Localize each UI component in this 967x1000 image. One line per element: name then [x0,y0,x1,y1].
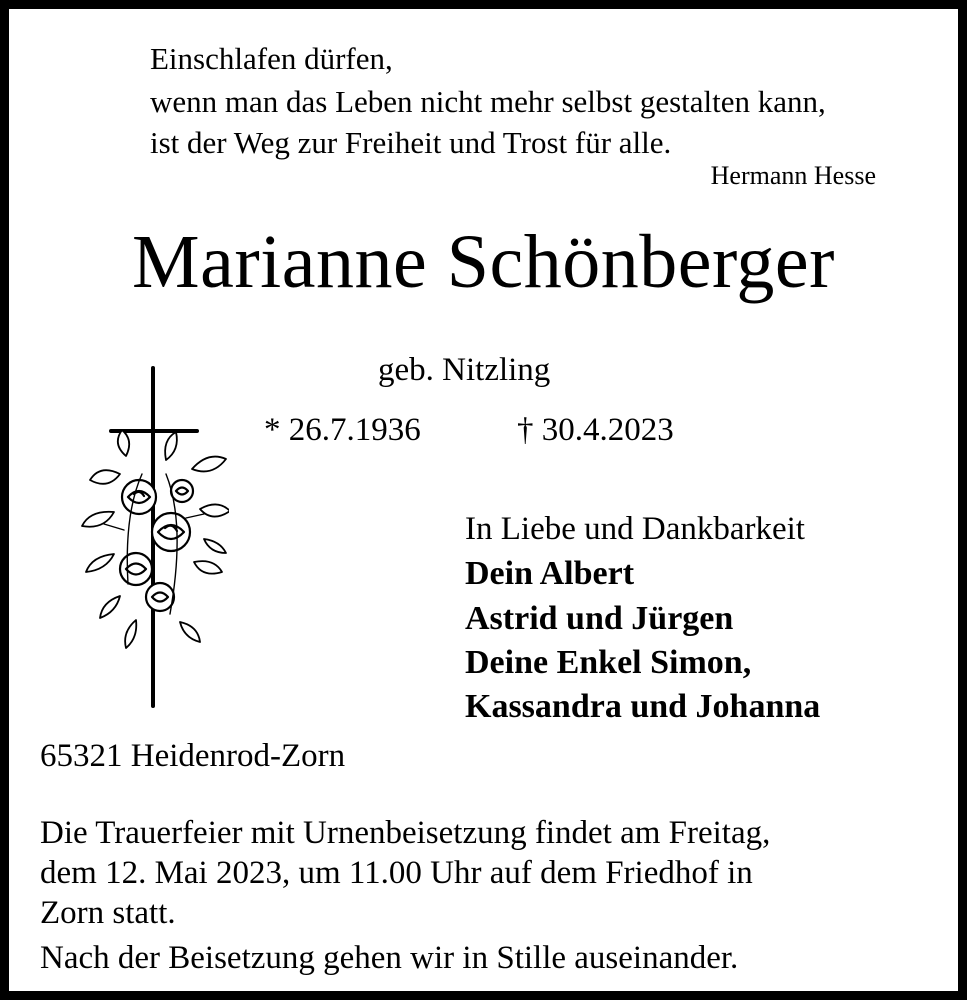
quote-line-1: Einschlafen dürfen, [150,41,393,76]
mourner-line-1: Dein Albert [465,555,635,592]
announcement-line-4: Nach der Beisetzung gehen wir in Stille auseinander. [40,940,739,976]
mourner-line-3: Deine Enkel Simon, [465,644,752,681]
quote-line-2: wenn man das Leben nicht mehr selbst gestalten kann, [150,84,826,119]
announcement-line-3: Zorn statt. [40,895,176,931]
location: 65321 Heidenrod-Zorn [40,738,346,774]
quote-author: Hermann Hesse [710,161,876,190]
birth-name: geb. Nitzling [378,352,551,388]
mourner-line-2: Astrid und Jürgen [465,600,734,637]
announcement-line-2: dem 12. Mai 2023, um 11.00 Uhr auf dem Friedhof in [40,855,753,891]
cross-with-roses-icon [54,364,229,714]
deceased-name: Marianne Schönberger [132,220,835,304]
announcement-line-1: Die Trauerfeier mit Urnenbeisetzung findet am Freitag, [40,815,771,851]
death-date: † 30.4.2023 [517,412,674,448]
birth-date: * 26.7.1936 [264,412,421,448]
quote-line-3: ist der Weg zur Freiheit und Trost für alle. [150,125,672,160]
mourners-intro: In Liebe und Dankbarkeit [465,511,805,547]
mourner-line-4: Kassandra und Johanna [465,688,821,725]
